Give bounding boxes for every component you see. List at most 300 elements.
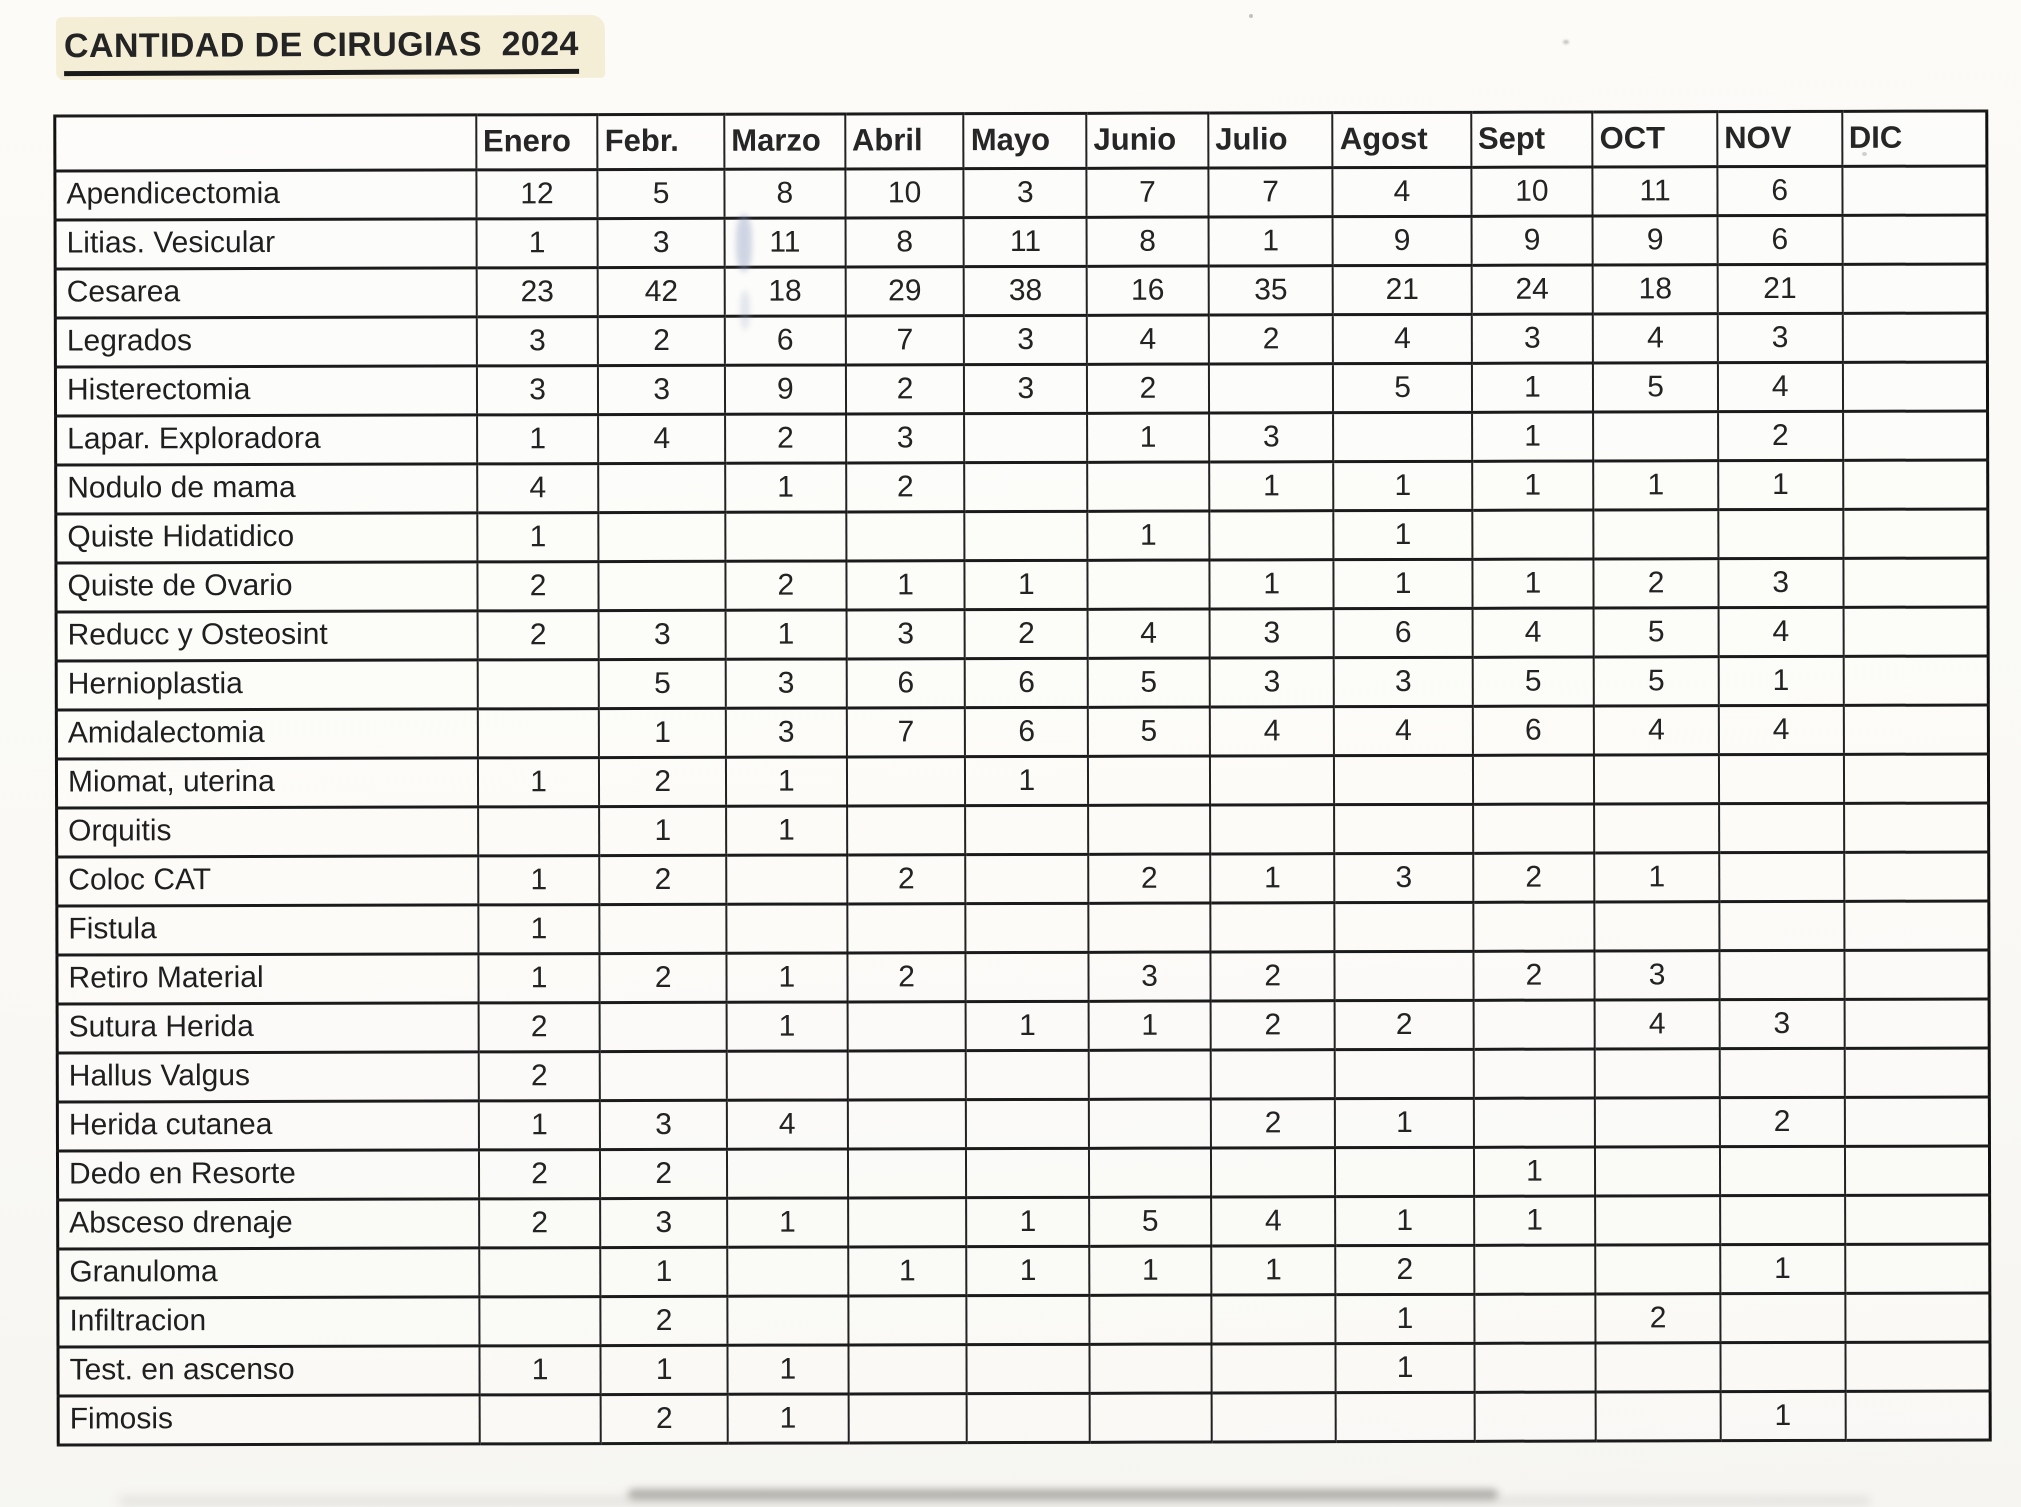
value-cell: 9 [1593,216,1718,265]
value-cell: 1 [1474,1196,1596,1245]
value-cell [1473,1000,1595,1049]
value-cell: 2 [600,953,727,1002]
value-cell [727,1247,848,1296]
value-cell [1087,462,1209,511]
value-cell [1088,560,1210,609]
value-cell [1472,510,1594,559]
value-cell: 38 [964,266,1087,315]
value-cell: 4 [1088,609,1210,658]
value-cell: 5 [598,169,725,218]
value-cell [1335,804,1473,853]
value-cell [1720,1293,1845,1342]
value-cell: 1 [1474,1147,1596,1196]
row-label: Retiro Material [57,954,478,1004]
value-cell [967,1344,1090,1393]
row-label: Lapar. Exploradora [56,415,477,465]
value-cell [1209,511,1334,560]
value-cell [1209,364,1334,413]
value-cell: 4 [1593,314,1718,363]
value-cell: 2 [601,1394,728,1443]
column-header: Agost [1333,112,1471,167]
value-cell: 1 [726,953,847,1002]
value-cell: 2 [479,1150,601,1199]
value-cell [1474,1294,1596,1343]
value-cell: 3 [476,317,598,366]
value-cell [846,512,965,561]
value-cell: 23 [476,268,598,317]
value-cell [1088,756,1210,805]
value-cell: 6 [1717,166,1842,215]
value-cell: 1 [1209,560,1334,609]
row-label: Litias. Vesicular [55,219,476,269]
value-cell: 1 [1087,511,1209,560]
value-cell [1089,1050,1211,1099]
value-cell: 3 [1471,314,1593,363]
table-row [56,558,1988,612]
value-cell: 10 [1471,167,1593,216]
scan-speck-artifact [1563,40,1569,44]
value-cell: 1 [478,954,600,1003]
value-cell: 4 [727,1100,848,1149]
value-cell: 2 [1596,1294,1721,1343]
value-cell: 11 [1593,167,1718,216]
column-header: Marzo [724,114,845,169]
value-cell: 3 [846,414,965,463]
row-label: Orquitis [57,807,478,857]
value-cell: 1 [1472,559,1594,608]
value-cell [847,1051,966,1100]
value-cell: 1 [479,1101,601,1150]
value-cell: 1 [1336,1343,1474,1392]
value-cell: 1 [967,1246,1090,1295]
row-label: Sutura Herida [57,1003,478,1053]
value-cell: 6 [1334,608,1472,657]
value-cell: 4 [1210,707,1335,756]
value-cell: 4 [477,464,599,513]
value-cell: 5 [1088,658,1210,707]
value-cell: 3 [1334,657,1472,706]
value-cell [1596,1392,1721,1441]
value-cell: 2 [477,611,599,660]
value-cell [1595,1098,1720,1147]
value-cell [1596,1245,1721,1294]
value-cell [966,952,1089,1001]
ink-smudge-artifact [740,290,750,330]
value-cell [1595,1196,1720,1245]
value-cell: 3 [1209,413,1334,462]
value-cell [1845,1195,1990,1244]
value-cell [1845,1342,1990,1391]
value-cell [1594,755,1719,804]
value-cell [599,512,726,561]
table-row [55,166,1987,220]
value-cell: 2 [1209,315,1334,364]
page-title-text: CANTIDAD DE CIRUGIAS 2024 [64,25,579,76]
value-cell [1844,1097,1989,1146]
value-cell [1720,1146,1845,1195]
table-row [56,460,1988,514]
value-cell: 2 [1210,1001,1335,1050]
value-cell: 2 [600,1149,727,1198]
value-cell [1474,1392,1596,1441]
value-cell: 4 [1334,706,1472,755]
value-cell [600,1051,727,1100]
row-label: Miomat, uterina [56,758,477,808]
value-cell [1843,509,1988,558]
value-cell [848,1100,967,1149]
table-row [57,1048,1989,1102]
value-cell: 3 [477,366,599,415]
table-row [57,950,1989,1004]
value-cell: 3 [846,610,965,659]
row-label: Amidalectomia [56,709,477,759]
value-cell [848,1394,967,1443]
value-cell: 1 [478,758,600,807]
value-cell: 18 [1593,265,1718,314]
table-row [57,803,1989,857]
value-cell: 3 [1718,313,1843,362]
value-cell: 11 [724,218,845,267]
table-row [58,1342,1990,1396]
value-cell: 3 [964,315,1087,364]
value-cell: 5 [1333,363,1471,412]
value-cell: 3 [600,1100,727,1149]
value-cell: 1 [1719,656,1844,705]
value-cell: 1 [725,463,846,512]
value-cell: 1 [477,415,599,464]
value-cell [966,1099,1089,1148]
value-cell [966,903,1089,952]
value-cell: 2 [479,1199,601,1248]
row-label: Quiste de Ovario [56,562,477,612]
value-cell: 2 [478,1052,600,1101]
value-cell: 1 [601,1345,728,1394]
value-cell: 7 [1087,168,1209,217]
value-cell [1843,558,1988,607]
value-cell: 1 [479,1346,601,1395]
row-label: Cesarea [55,268,476,318]
value-cell: 1 [1208,217,1333,266]
value-cell [1844,1048,1989,1097]
value-cell [600,1002,727,1051]
value-cell [1844,1146,1989,1195]
value-cell [1719,852,1844,901]
value-cell: 1 [1210,854,1335,903]
value-cell: 4 [598,414,725,463]
value-cell [1842,362,1987,411]
table-row [56,607,1988,661]
value-cell: 1 [599,708,726,757]
column-header: OCT [1593,112,1718,167]
value-cell [1335,951,1473,1000]
value-cell: 2 [1088,854,1210,903]
value-cell [1843,705,1988,754]
value-cell [478,709,600,758]
value-cell: 6 [1717,215,1842,264]
value-cell [1090,1344,1212,1393]
table-row [57,901,1989,955]
value-cell: 5 [1472,657,1594,706]
value-cell: 5 [1088,707,1210,756]
value-cell: 2 [1211,1099,1336,1148]
value-cell: 3 [1210,658,1335,707]
header-row [55,111,1987,171]
table-row [57,999,1989,1053]
value-cell [599,463,726,512]
value-cell [1211,1295,1336,1344]
value-cell [1719,950,1844,999]
value-cell: 1 [1472,461,1594,510]
value-cell: 1 [965,756,1088,805]
value-cell: 1 [1472,412,1594,461]
value-cell: 24 [1471,265,1593,314]
value-cell: 1 [1334,461,1472,510]
column-header: Sept [1471,112,1593,167]
table-row [56,754,1988,808]
value-cell: 1 [728,1394,849,1443]
value-cell: 2 [478,1003,600,1052]
value-cell [1720,1342,1845,1391]
value-cell [1210,805,1335,854]
value-cell: 2 [725,414,846,463]
value-cell: 1 [967,1197,1090,1246]
value-cell: 2 [1210,952,1335,1001]
row-label: Apendicectomia [55,170,476,220]
value-cell [1843,754,1988,803]
value-cell: 3 [598,218,725,267]
value-cell: 8 [845,218,964,267]
value-cell: 2 [847,855,966,904]
value-cell [1720,1195,1845,1244]
value-cell: 1 [1334,559,1472,608]
value-cell [726,904,847,953]
row-label: Legrados [55,317,476,367]
value-cell [1474,1343,1596,1392]
value-cell: 1 [477,513,599,562]
value-cell: 29 [845,267,964,316]
value-cell [1595,1049,1720,1098]
value-cell: 3 [1719,999,1844,1048]
row-label: Nodulo de mama [56,464,477,514]
value-cell [1843,460,1988,509]
value-cell: 2 [1336,1245,1474,1294]
table-row [56,705,1988,759]
value-cell [1844,950,1989,999]
value-cell [1211,1393,1336,1442]
value-cell: 1 [1087,413,1209,462]
value-cell [1594,804,1719,853]
row-label: Hallus Valgus [57,1052,478,1102]
value-cell [1211,1050,1336,1099]
value-cell [1334,412,1472,461]
value-cell [1089,1148,1211,1197]
value-cell: 1 [476,219,598,268]
value-cell: 2 [1087,364,1209,413]
value-cell [1842,313,1987,362]
value-cell: 2 [1594,559,1719,608]
value-cell: 4 [1211,1197,1336,1246]
value-cell: 3 [600,1198,727,1247]
column-header: Febr. [598,114,725,169]
value-cell: 2 [601,1296,728,1345]
value-cell: 11 [964,217,1087,266]
value-cell [1720,1048,1845,1097]
value-cell: 1 [1335,1098,1473,1147]
value-cell [1335,1049,1473,1098]
value-cell: 8 [1087,217,1209,266]
value-cell [1718,509,1843,558]
value-cell [967,1295,1090,1344]
value-cell: 4 [1719,705,1844,754]
column-header: Enero [476,115,598,170]
value-cell [1842,264,1987,313]
row-label: Reducc y Osteosint [56,611,477,661]
value-cell [1843,656,1988,705]
value-cell: 3 [1718,558,1843,607]
value-cell: 1 [726,806,847,855]
value-cell [848,1296,967,1345]
value-cell [727,1051,848,1100]
value-cell: 1 [965,560,1088,609]
value-cell: 4 [1594,706,1719,755]
value-cell [967,1393,1090,1442]
value-cell [1843,607,1988,656]
value-cell [1090,1393,1212,1442]
table-row [55,362,1987,416]
value-cell: 1 [601,1247,728,1296]
value-cell: 1 [725,610,846,659]
value-cell: 1 [1594,853,1719,902]
value-cell: 1 [1334,510,1472,559]
value-cell [847,757,966,806]
row-label: Quiste Hidatidico [56,513,477,563]
value-cell: 7 [846,708,965,757]
value-cell [848,1149,967,1198]
value-cell: 42 [598,267,725,316]
value-cell [725,512,846,561]
value-cell: 3 [1089,952,1211,1001]
value-cell [1336,1392,1474,1441]
value-cell: 2 [598,316,725,365]
value-cell [1334,755,1472,804]
value-cell: 2 [846,365,965,414]
row-label: Hernioplastia [56,660,477,710]
row-label: Fistula [57,905,478,955]
value-cell [966,1148,1089,1197]
value-cell: 2 [600,855,727,904]
value-cell: 7 [1208,168,1333,217]
value-cell [1088,805,1210,854]
value-cell: 6 [1472,706,1594,755]
value-cell: 3 [1595,951,1720,1000]
row-label: Absceso drenaje [58,1199,479,1249]
value-cell [848,1345,967,1394]
scan-speck-artifact [1249,14,1253,18]
value-cell: 5 [1089,1197,1211,1246]
value-cell: 2 [725,561,846,610]
value-cell [1210,756,1335,805]
value-cell: 12 [476,170,598,219]
value-cell: 8 [724,169,845,218]
surgery-count-table [53,109,1991,1446]
value-cell [1089,1099,1211,1148]
table-row [55,264,1987,318]
value-cell: 2 [1473,853,1595,902]
value-cell: 2 [477,562,599,611]
value-cell: 1 [1721,1391,1846,1440]
value-cell [1845,1244,1990,1293]
value-cell: 18 [725,267,846,316]
value-cell: 1 [966,1001,1089,1050]
value-cell: 5 [1594,657,1719,706]
table-row [56,411,1988,465]
value-cell: 2 [1335,1000,1473,1049]
table-row [56,509,1988,563]
row-label: Histerectomia [55,366,476,416]
value-cell: 1 [727,1002,848,1051]
scan-shadow-artifact [120,1497,1870,1505]
value-cell: 4 [1472,608,1594,657]
value-cell [966,805,1089,854]
value-cell: 2 [599,757,726,806]
column-header: NOV [1717,111,1842,166]
table-row [57,1097,1989,1151]
table-body [55,166,1990,1445]
value-cell: 3 [598,365,725,414]
scan-speck-artifact [1862,152,1867,156]
value-cell: 5 [1594,608,1719,657]
value-cell: 3 [964,168,1087,217]
value-cell: 6 [965,658,1088,707]
value-cell: 3 [964,364,1087,413]
value-cell: 2 [1720,1097,1845,1146]
value-cell: 1 [1593,461,1718,510]
value-cell [477,660,599,709]
value-cell [1473,1049,1595,1098]
value-cell [1335,902,1473,951]
column-header: Mayo [964,113,1087,168]
value-cell: 1 [1089,1001,1211,1050]
value-cell [1844,999,1989,1048]
value-cell: 3 [599,610,726,659]
value-cell [479,1297,601,1346]
value-cell: 21 [1333,265,1471,314]
value-cell [1844,803,1989,852]
value-cell [1210,903,1335,952]
value-cell [1596,1343,1721,1392]
value-cell [1473,902,1595,951]
value-cell: 4 [1718,607,1843,656]
value-cell: 4 [1333,167,1471,216]
value-cell: 5 [1593,363,1718,412]
value-cell: 5 [599,659,726,708]
value-cell [966,854,1089,903]
value-cell: 6 [725,316,846,365]
value-cell: 2 [847,953,966,1002]
value-cell: 1 [478,856,600,905]
value-cell: 9 [1333,216,1471,265]
value-cell: 4 [1087,315,1209,364]
value-cell [848,1198,967,1247]
row-label: Fimosis [58,1395,479,1445]
value-cell [599,561,726,610]
value-cell: 1 [1209,462,1334,511]
value-cell: 6 [965,707,1088,756]
table-row [55,313,1987,367]
value-cell: 4 [1718,362,1843,411]
value-cell [1844,852,1989,901]
value-cell: 1 [1720,1244,1845,1293]
